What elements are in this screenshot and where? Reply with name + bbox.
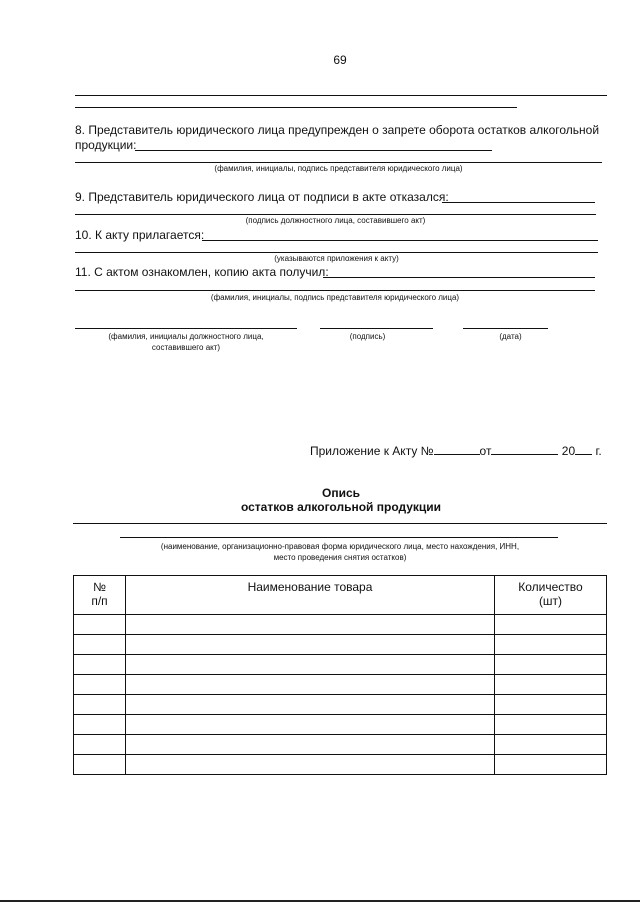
item11-caption: (фамилия, инициалы, подпись представителя юридического лица)	[210, 293, 460, 302]
col-qty-header	[495, 576, 607, 615]
appendix-year-suffix: г.	[595, 444, 602, 458]
table-cell[interactable]	[495, 675, 607, 695]
org-line2[interactable]	[120, 537, 558, 538]
table-cell[interactable]	[126, 695, 495, 715]
page-number: 69	[333, 53, 347, 67]
table-cell[interactable]	[74, 755, 126, 775]
table-cell[interactable]	[495, 715, 607, 735]
item10-caption: (указываются приложения к акту)	[274, 254, 399, 263]
act-number-blank[interactable]	[434, 444, 480, 455]
table-row	[74, 635, 607, 655]
page-bottom-edge	[0, 900, 640, 902]
item10-fill-line[interactable]	[202, 240, 598, 241]
table-cell[interactable]	[495, 735, 607, 755]
table-cell[interactable]	[126, 735, 495, 755]
act-date-blank[interactable]	[491, 444, 558, 455]
col-num-label-cont: п/п	[91, 594, 108, 608]
item8-text: 8. Представитель юридического лица предупрежден о запрете оборота остатков алкогольной	[75, 123, 600, 137]
col-qty-label-cont: (шт)	[538, 594, 563, 608]
appendix-from: от	[479, 444, 492, 458]
item9-fill-line[interactable]	[442, 202, 595, 203]
table-cell[interactable]	[126, 635, 495, 655]
table-cell[interactable]	[126, 675, 495, 695]
col-name-label: Наименование товара	[247, 580, 373, 594]
table-cell[interactable]	[495, 655, 607, 675]
table-cell[interactable]	[74, 735, 126, 755]
item9-text: 9. Представитель юридического лица от подписи в акте отказался:	[75, 190, 449, 204]
table-cell[interactable]	[126, 615, 495, 635]
official-caption-cont: составившего акт)	[151, 343, 221, 352]
item11-fill-line[interactable]	[323, 277, 595, 278]
org-caption: (наименование, организационно-правовая форма юридического лица, место нахождения, ИНН,	[160, 542, 520, 551]
item9-caption: (подпись должностного лица, составившего акт)	[245, 216, 426, 225]
date-line[interactable]	[463, 328, 548, 329]
table-cell[interactable]	[495, 755, 607, 775]
table-cell[interactable]	[495, 695, 607, 715]
table-cell[interactable]	[74, 675, 126, 695]
table-cell[interactable]	[126, 655, 495, 675]
col-name-header	[126, 576, 495, 615]
org-line[interactable]	[73, 523, 607, 524]
item9-line2[interactable]	[75, 214, 596, 215]
col-num-label: №	[93, 580, 106, 594]
appendix-prefix: Приложение к Акту №	[310, 444, 434, 458]
appendix-header	[310, 444, 602, 458]
date-caption: (дата)	[499, 332, 522, 341]
official-name-line[interactable]	[75, 328, 297, 329]
col-num-header	[74, 576, 126, 615]
org-caption-cont: место проведения снятия остатков)	[273, 553, 407, 562]
table-cell[interactable]	[74, 615, 126, 635]
table-row	[74, 715, 607, 735]
table-cell[interactable]	[495, 615, 607, 635]
blank-line	[75, 95, 607, 96]
item11-line2[interactable]	[75, 290, 595, 291]
table-cell[interactable]	[74, 655, 126, 675]
table-row	[74, 655, 607, 675]
table-cell[interactable]	[126, 715, 495, 735]
item8-text-cont: продукции:	[75, 138, 137, 152]
item10-text: 10. К акту прилагается:	[75, 228, 205, 242]
table-cell[interactable]	[126, 755, 495, 775]
table-row	[74, 675, 607, 695]
table-header-row	[74, 576, 607, 615]
table-cell[interactable]	[495, 635, 607, 655]
table-row	[74, 755, 607, 775]
inventory-table	[73, 575, 607, 775]
table-cell[interactable]	[74, 715, 126, 735]
item11-text: 11. С актом ознакомлен, копию акта получил:	[75, 265, 329, 279]
table-row	[74, 735, 607, 755]
table-cell[interactable]	[74, 695, 126, 715]
item10-line2[interactable]	[75, 252, 598, 253]
blank-line	[75, 107, 517, 108]
item8-fill-line[interactable]	[135, 150, 492, 151]
appendix-year: 20	[561, 444, 576, 458]
year-blank[interactable]	[575, 444, 592, 455]
signature-line[interactable]	[320, 328, 433, 329]
item8-signature-line[interactable]	[75, 162, 602, 163]
col-qty-label: Количество	[518, 580, 583, 594]
item8-caption: (фамилия, инициалы, подпись представителя юридического лица)	[214, 164, 463, 173]
table-row	[74, 615, 607, 635]
inventory-subtitle: остатков алкогольной продукции	[240, 500, 442, 514]
signature-caption: (подпись)	[349, 332, 386, 341]
table-cell[interactable]	[74, 635, 126, 655]
official-caption: (фамилия, инициалы должностного лица,	[108, 332, 264, 341]
table-row	[74, 695, 607, 715]
inventory-title: Опись	[321, 486, 360, 500]
